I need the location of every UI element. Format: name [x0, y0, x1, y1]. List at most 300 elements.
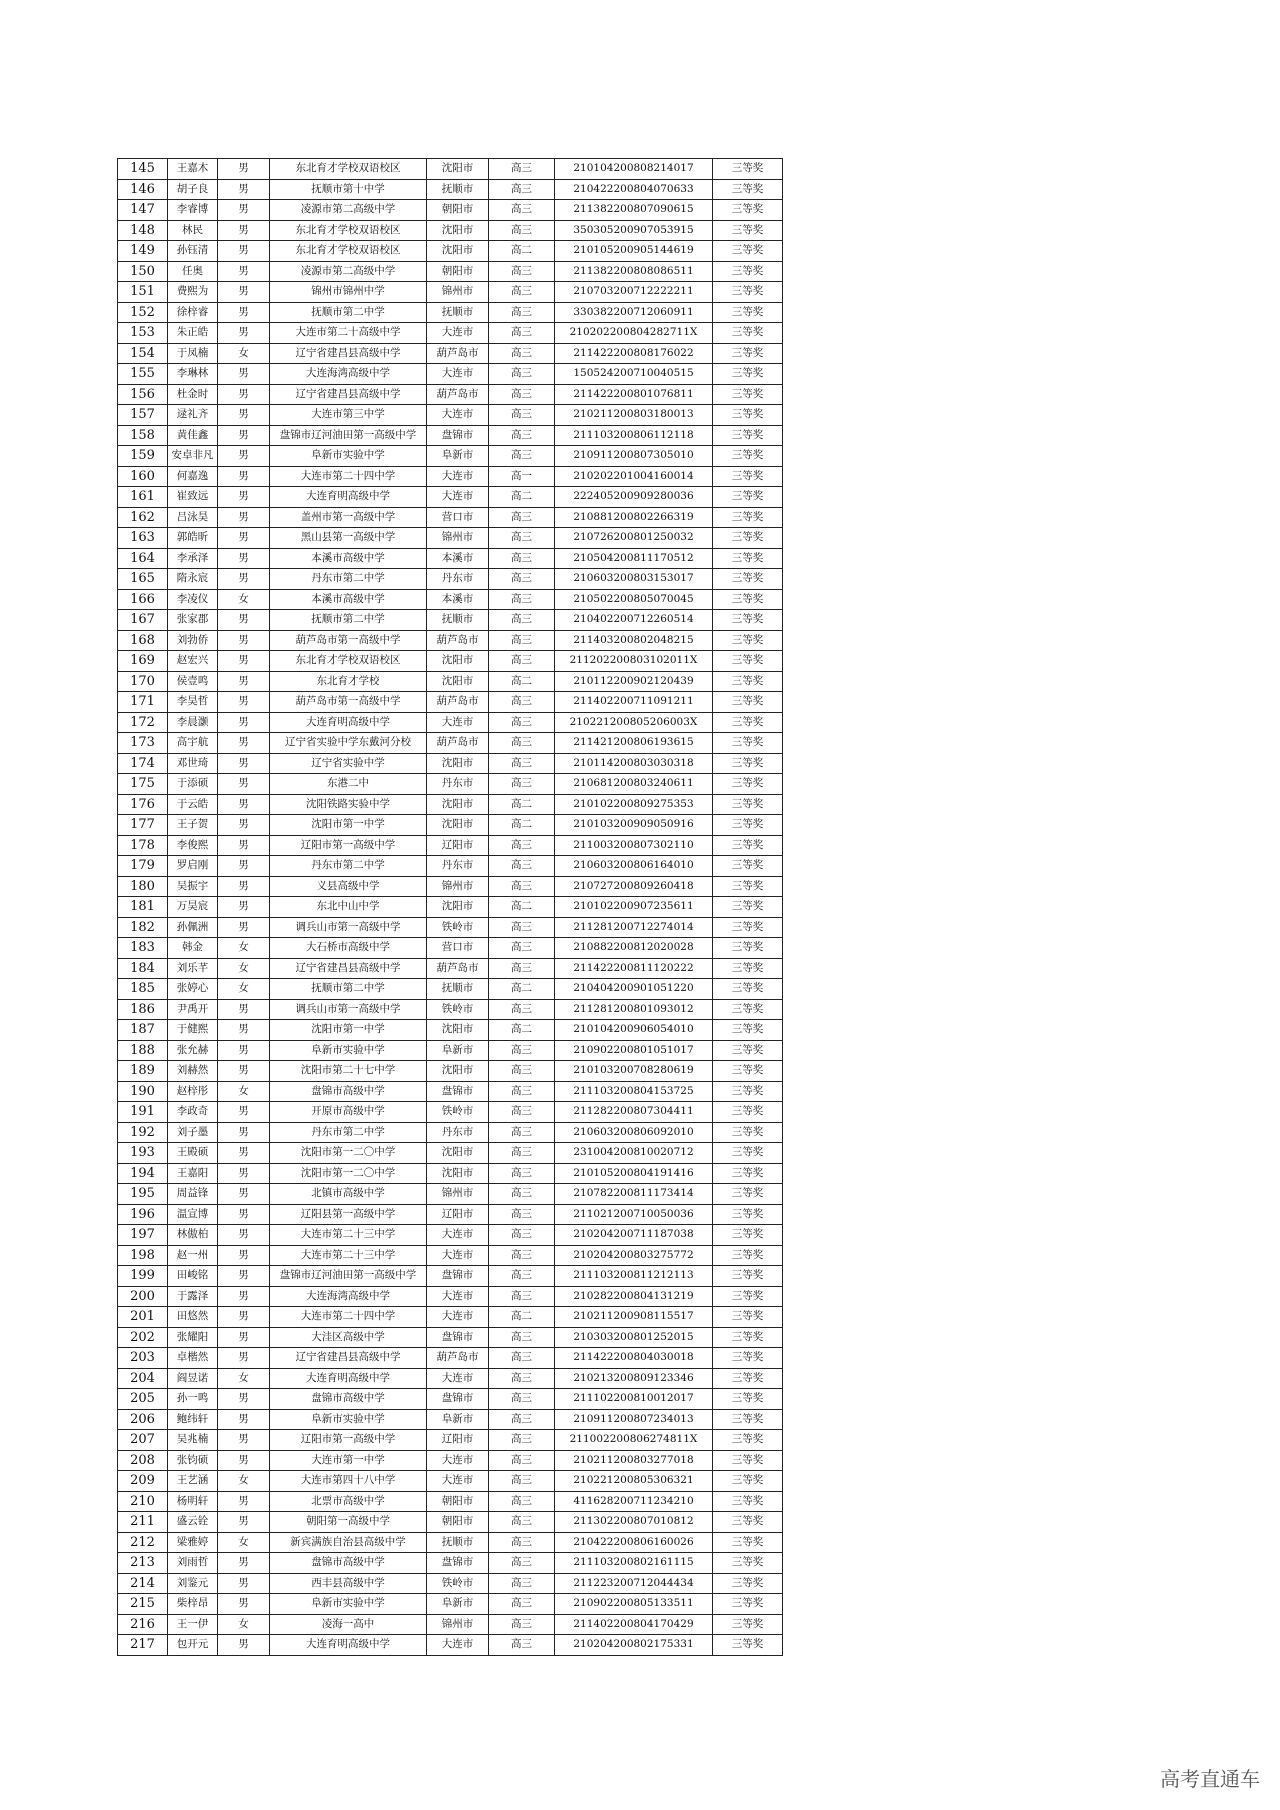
id-number-cell: 210102200809275353 [555, 794, 713, 815]
award-level-cell: 三等奖 [713, 1512, 783, 1533]
award-level-cell: 三等奖 [713, 1184, 783, 1205]
row-number-cell: 148 [118, 220, 168, 241]
award-level-cell: 三等奖 [713, 384, 783, 405]
student-name-cell: 张家郡 [168, 610, 218, 631]
grade-cell: 高三 [489, 1594, 555, 1615]
student-name-cell: 李承泽 [168, 548, 218, 569]
award-level-cell: 三等奖 [713, 1286, 783, 1307]
school-name-cell: 大连育明高级中学 [270, 712, 427, 733]
school-name-cell: 盘锦市辽河油田第一高级中学 [270, 425, 427, 446]
row-number-cell: 162 [118, 507, 168, 528]
city-cell: 沈阳市 [427, 651, 489, 672]
table-row [118, 343, 783, 364]
gender-cell: 男 [218, 1266, 270, 1287]
row-number-cell: 207 [118, 1430, 168, 1451]
city-cell: 沈阳市 [427, 794, 489, 815]
school-name-cell: 阜新市实验中学 [270, 1594, 427, 1615]
id-number-cell: 210404200901051220 [555, 979, 713, 1000]
id-number-cell: 150524200710040515 [555, 364, 713, 385]
city-cell: 抚顺市 [427, 179, 489, 200]
award-level-cell: 三等奖 [713, 1102, 783, 1123]
school-name-cell: 锦州市锦州中学 [270, 282, 427, 303]
school-name-cell: 大连育明高级中学 [270, 487, 427, 508]
student-name-cell: 刘乐芊 [168, 958, 218, 979]
student-name-cell: 崔致远 [168, 487, 218, 508]
award-level-cell: 三等奖 [713, 1040, 783, 1061]
id-number-cell: 210202201004160014 [555, 466, 713, 487]
table-row [118, 1409, 783, 1430]
grade-cell: 高三 [489, 1245, 555, 1266]
table-row [118, 446, 783, 467]
gender-cell: 男 [218, 671, 270, 692]
gender-cell: 男 [218, 364, 270, 385]
school-name-cell: 辽阳市第一高级中学 [270, 835, 427, 856]
table-row [118, 220, 783, 241]
grade-cell: 高三 [489, 1266, 555, 1287]
row-number-cell: 151 [118, 282, 168, 303]
grade-cell: 高二 [489, 671, 555, 692]
id-number-cell: 210213200809123346 [555, 1368, 713, 1389]
award-level-cell: 三等奖 [713, 1635, 783, 1656]
student-name-cell: 林民 [168, 220, 218, 241]
table-row [118, 630, 783, 651]
table-row [118, 405, 783, 426]
id-number-cell: 210422200804070633 [555, 179, 713, 200]
id-number-cell: 210303200801252015 [555, 1327, 713, 1348]
gender-cell: 男 [218, 446, 270, 467]
award-level-cell: 三等奖 [713, 1409, 783, 1430]
id-number-cell: 211103200806112118 [555, 425, 713, 446]
city-cell: 沈阳市 [427, 1020, 489, 1041]
grade-cell: 高三 [489, 1122, 555, 1143]
id-number-cell: 211382200807090615 [555, 200, 713, 221]
row-number-cell: 152 [118, 302, 168, 323]
grade-cell: 高三 [489, 1102, 555, 1123]
city-cell: 铁岭市 [427, 1573, 489, 1594]
table-row [118, 241, 783, 262]
row-number-cell: 184 [118, 958, 168, 979]
award-level-cell: 三等奖 [713, 1061, 783, 1082]
id-number-cell: 210105200804191416 [555, 1163, 713, 1184]
city-cell: 阜新市 [427, 1040, 489, 1061]
award-level-cell: 三等奖 [713, 1614, 783, 1635]
id-number-cell: 210402200712260514 [555, 610, 713, 631]
grade-cell: 高三 [489, 1614, 555, 1635]
row-number-cell: 172 [118, 712, 168, 733]
city-cell: 本溪市 [427, 548, 489, 569]
school-name-cell: 辽宁省实验中学东戴河分校 [270, 733, 427, 754]
city-cell: 大连市 [427, 323, 489, 344]
grade-cell: 高一 [489, 466, 555, 487]
table-row [118, 856, 783, 877]
city-cell: 大连市 [427, 405, 489, 426]
award-level-cell: 三等奖 [713, 1491, 783, 1512]
id-number-cell: 211422200811120222 [555, 958, 713, 979]
row-number-cell: 181 [118, 897, 168, 918]
id-number-cell: 211281200801093012 [555, 999, 713, 1020]
award-level-cell: 三等奖 [713, 876, 783, 897]
city-cell: 大连市 [427, 1635, 489, 1656]
city-cell: 本溪市 [427, 589, 489, 610]
row-number-cell: 158 [118, 425, 168, 446]
award-level-cell: 三等奖 [713, 1266, 783, 1287]
id-number-cell: 211003200807302110 [555, 835, 713, 856]
city-cell: 大连市 [427, 1286, 489, 1307]
student-name-cell: 张允赫 [168, 1040, 218, 1061]
award-level-cell: 三等奖 [713, 343, 783, 364]
student-name-cell: 孙佩洲 [168, 917, 218, 938]
id-number-cell: 411628200711234210 [555, 1491, 713, 1512]
id-number-cell: 210504200811170512 [555, 548, 713, 569]
city-cell: 葫芦岛市 [427, 733, 489, 754]
school-name-cell: 凌海一高中 [270, 1614, 427, 1635]
id-number-cell: 210603200806164010 [555, 856, 713, 877]
city-cell: 大连市 [427, 712, 489, 733]
student-name-cell: 林傲柏 [168, 1225, 218, 1246]
school-name-cell: 盖州市第一高级中学 [270, 507, 427, 528]
grade-cell: 高三 [489, 1450, 555, 1471]
award-level-cell: 三等奖 [713, 692, 783, 713]
school-name-cell: 调兵山市第一高级中学 [270, 999, 427, 1020]
city-cell: 葫芦岛市 [427, 630, 489, 651]
gender-cell: 男 [218, 1286, 270, 1307]
table-row [118, 815, 783, 836]
student-name-cell: 于露泽 [168, 1286, 218, 1307]
row-number-cell: 150 [118, 261, 168, 282]
table-row [118, 1635, 783, 1656]
row-number-cell: 145 [118, 159, 168, 180]
row-number-cell: 217 [118, 1635, 168, 1656]
table-row [118, 425, 783, 446]
student-name-cell: 吕泳昊 [168, 507, 218, 528]
gender-cell: 男 [218, 1409, 270, 1430]
table-row [118, 179, 783, 200]
school-name-cell: 朝阳第一高级中学 [270, 1512, 427, 1533]
award-level-cell: 三等奖 [713, 528, 783, 549]
gender-cell: 女 [218, 1368, 270, 1389]
table-row [118, 733, 783, 754]
city-cell: 朝阳市 [427, 261, 489, 282]
student-name-cell: 王嘉木 [168, 159, 218, 180]
row-number-cell: 215 [118, 1594, 168, 1615]
table-row [118, 979, 783, 1000]
city-cell: 朝阳市 [427, 1512, 489, 1533]
school-name-cell: 大连市第二十三中学 [270, 1225, 427, 1246]
gender-cell: 男 [218, 692, 270, 713]
city-cell: 盘锦市 [427, 1266, 489, 1287]
row-number-cell: 164 [118, 548, 168, 569]
school-name-cell: 大洼区高级中学 [270, 1327, 427, 1348]
student-name-cell: 任奥 [168, 261, 218, 282]
city-cell: 盘锦市 [427, 1327, 489, 1348]
student-name-cell: 吴兆楠 [168, 1430, 218, 1451]
school-name-cell: 盘锦市高级中学 [270, 1553, 427, 1574]
gender-cell: 男 [218, 1204, 270, 1225]
city-cell: 阜新市 [427, 1409, 489, 1430]
table-row [118, 938, 783, 959]
award-level-cell: 三等奖 [713, 241, 783, 262]
row-number-cell: 199 [118, 1266, 168, 1287]
table-row [118, 569, 783, 590]
table-row [118, 1286, 783, 1307]
row-number-cell: 208 [118, 1450, 168, 1471]
school-name-cell: 抚顺市第二中学 [270, 610, 427, 631]
table-row [118, 1184, 783, 1205]
gender-cell: 男 [218, 405, 270, 426]
row-number-cell: 170 [118, 671, 168, 692]
table-row [118, 1491, 783, 1512]
city-cell: 丹东市 [427, 1122, 489, 1143]
student-name-cell: 温宣博 [168, 1204, 218, 1225]
award-list-table [117, 158, 783, 1656]
row-number-cell: 210 [118, 1491, 168, 1512]
id-number-cell: 350305200907053915 [555, 220, 713, 241]
grade-cell: 高三 [489, 630, 555, 651]
gender-cell: 男 [218, 302, 270, 323]
id-number-cell: 211422200801076811 [555, 384, 713, 405]
award-level-cell: 三等奖 [713, 1020, 783, 1041]
table-row [118, 958, 783, 979]
award-level-cell: 三等奖 [713, 815, 783, 836]
grade-cell: 高三 [489, 856, 555, 877]
student-name-cell: 王子贺 [168, 815, 218, 836]
award-level-cell: 三等奖 [713, 1430, 783, 1451]
gender-cell: 男 [218, 507, 270, 528]
city-cell: 大连市 [427, 1307, 489, 1328]
row-number-cell: 168 [118, 630, 168, 651]
row-number-cell: 149 [118, 241, 168, 262]
student-name-cell: 于添硕 [168, 774, 218, 795]
city-cell: 葫芦岛市 [427, 958, 489, 979]
gender-cell: 男 [218, 159, 270, 180]
table-row [118, 712, 783, 733]
student-name-cell: 黄佳鑫 [168, 425, 218, 446]
grade-cell: 高三 [489, 548, 555, 569]
grade-cell: 高三 [489, 733, 555, 754]
grade-cell: 高二 [489, 241, 555, 262]
award-level-cell: 三等奖 [713, 753, 783, 774]
table-row [118, 651, 783, 672]
table-row [118, 1389, 783, 1410]
grade-cell: 高三 [489, 261, 555, 282]
table-row [118, 1245, 783, 1266]
student-name-cell: 刘勃侨 [168, 630, 218, 651]
row-number-cell: 157 [118, 405, 168, 426]
award-level-cell: 三等奖 [713, 487, 783, 508]
school-name-cell: 东北育才学校双语校区 [270, 159, 427, 180]
city-cell: 抚顺市 [427, 979, 489, 1000]
city-cell: 丹东市 [427, 774, 489, 795]
table-row [118, 1020, 783, 1041]
school-name-cell: 沈阳市第一二〇中学 [270, 1143, 427, 1164]
grade-cell: 高三 [489, 774, 555, 795]
award-level-cell: 三等奖 [713, 220, 783, 241]
table-row [118, 302, 783, 323]
award-level-cell: 三等奖 [713, 1553, 783, 1574]
grade-cell: 高三 [489, 1573, 555, 1594]
row-number-cell: 212 [118, 1532, 168, 1553]
grade-cell: 高二 [489, 815, 555, 836]
student-name-cell: 周益锋 [168, 1184, 218, 1205]
school-name-cell: 北镇市高级中学 [270, 1184, 427, 1205]
row-number-cell: 175 [118, 774, 168, 795]
award-level-cell: 三等奖 [713, 917, 783, 938]
grade-cell: 高三 [489, 200, 555, 221]
award-level-cell: 三等奖 [713, 630, 783, 651]
student-name-cell: 张耀阳 [168, 1327, 218, 1348]
row-number-cell: 213 [118, 1553, 168, 1574]
table-row [118, 548, 783, 569]
gender-cell: 女 [218, 589, 270, 610]
table-row [118, 1266, 783, 1287]
city-cell: 大连市 [427, 1471, 489, 1492]
city-cell: 盘锦市 [427, 1389, 489, 1410]
grade-cell: 高三 [489, 179, 555, 200]
table-body [118, 159, 783, 1656]
grade-cell: 高三 [489, 1081, 555, 1102]
city-cell: 锦州市 [427, 1614, 489, 1635]
id-number-cell: 211402200711091211 [555, 692, 713, 713]
id-number-cell: 211421200806193615 [555, 733, 713, 754]
table-row [118, 671, 783, 692]
student-name-cell: 尹禹开 [168, 999, 218, 1020]
table-row [118, 1225, 783, 1246]
school-name-cell: 盘锦市高级中学 [270, 1389, 427, 1410]
award-level-cell: 三等奖 [713, 159, 783, 180]
gender-cell: 男 [218, 630, 270, 651]
row-number-cell: 146 [118, 179, 168, 200]
id-number-cell: 210202200804282711X [555, 323, 713, 344]
id-number-cell: 210422200806160026 [555, 1532, 713, 1553]
city-cell: 辽阳市 [427, 1204, 489, 1225]
award-level-cell: 三等奖 [713, 1471, 783, 1492]
id-number-cell: 211202200803102011X [555, 651, 713, 672]
city-cell: 沈阳市 [427, 241, 489, 262]
gender-cell: 男 [218, 1143, 270, 1164]
table-row [118, 1471, 783, 1492]
id-number-cell: 211223200712044434 [555, 1573, 713, 1594]
city-cell: 大连市 [427, 364, 489, 385]
student-name-cell: 李昊哲 [168, 692, 218, 713]
school-name-cell: 凌源市第二高级中学 [270, 261, 427, 282]
row-number-cell: 196 [118, 1204, 168, 1225]
grade-cell: 高三 [489, 999, 555, 1020]
city-cell: 葫芦岛市 [427, 384, 489, 405]
award-level-cell: 三等奖 [713, 1368, 783, 1389]
school-name-cell: 辽宁省实验中学 [270, 753, 427, 774]
grade-cell: 高二 [489, 487, 555, 508]
grade-cell: 高三 [489, 1430, 555, 1451]
id-number-cell: 210211200908115517 [555, 1307, 713, 1328]
grade-cell: 高三 [489, 1368, 555, 1389]
student-name-cell: 赵宏兴 [168, 651, 218, 672]
school-name-cell: 大连育明高级中学 [270, 1368, 427, 1389]
gender-cell: 男 [218, 528, 270, 549]
gender-cell: 男 [218, 179, 270, 200]
gender-cell: 女 [218, 1532, 270, 1553]
gender-cell: 男 [218, 323, 270, 344]
grade-cell: 高二 [489, 1307, 555, 1328]
grade-cell: 高三 [489, 610, 555, 631]
id-number-cell: 231004200810020712 [555, 1143, 713, 1164]
id-number-cell: 210911200807305010 [555, 446, 713, 467]
gender-cell: 男 [218, 200, 270, 221]
award-level-cell: 三等奖 [713, 774, 783, 795]
school-name-cell: 葫芦岛市第一高级中学 [270, 692, 427, 713]
row-number-cell: 185 [118, 979, 168, 1000]
gender-cell: 男 [218, 733, 270, 754]
watermark-text: 高考直通车 [1160, 1767, 1260, 1791]
award-level-cell: 三等奖 [713, 979, 783, 1000]
grade-cell: 高三 [489, 220, 555, 241]
row-number-cell: 190 [118, 1081, 168, 1102]
grade-cell: 高三 [489, 1409, 555, 1430]
school-name-cell: 东北育才学校双语校区 [270, 220, 427, 241]
gender-cell: 男 [218, 712, 270, 733]
gender-cell: 男 [218, 487, 270, 508]
table-row [118, 1204, 783, 1225]
school-name-cell: 大连海湾高级中学 [270, 1286, 427, 1307]
student-name-cell: 柴梓昂 [168, 1594, 218, 1615]
id-number-cell: 210103200909050916 [555, 815, 713, 836]
gender-cell: 女 [218, 979, 270, 1000]
row-number-cell: 154 [118, 343, 168, 364]
award-level-cell: 三等奖 [713, 938, 783, 959]
row-number-cell: 159 [118, 446, 168, 467]
table-row [118, 1040, 783, 1061]
gender-cell: 男 [218, 1184, 270, 1205]
school-name-cell: 大连海湾高级中学 [270, 364, 427, 385]
award-level-cell: 三等奖 [713, 1245, 783, 1266]
id-number-cell: 211002200806274811X [555, 1430, 713, 1451]
table-row [118, 466, 783, 487]
row-number-cell: 204 [118, 1368, 168, 1389]
table-row [118, 200, 783, 221]
student-name-cell: 李晨灏 [168, 712, 218, 733]
table-row [118, 835, 783, 856]
award-level-cell: 三等奖 [713, 446, 783, 467]
gender-cell: 女 [218, 1471, 270, 1492]
table-row [118, 999, 783, 1020]
table-row [118, 1553, 783, 1574]
award-level-cell: 三等奖 [713, 261, 783, 282]
table-row [118, 364, 783, 385]
school-name-cell: 辽阳县第一高级中学 [270, 1204, 427, 1225]
student-name-cell: 高宇航 [168, 733, 218, 754]
gender-cell: 男 [218, 1635, 270, 1656]
school-name-cell: 葫芦岛市第一高级中学 [270, 630, 427, 651]
row-number-cell: 203 [118, 1348, 168, 1369]
row-number-cell: 201 [118, 1307, 168, 1328]
gender-cell: 男 [218, 1225, 270, 1246]
row-number-cell: 156 [118, 384, 168, 405]
grade-cell: 高三 [489, 876, 555, 897]
student-name-cell: 胡子良 [168, 179, 218, 200]
gender-cell: 男 [218, 774, 270, 795]
city-cell: 锦州市 [427, 282, 489, 303]
grade-cell: 高三 [489, 1532, 555, 1553]
student-name-cell: 赵梓彤 [168, 1081, 218, 1102]
table-row [118, 1102, 783, 1123]
row-number-cell: 189 [118, 1061, 168, 1082]
student-name-cell: 李琳林 [168, 364, 218, 385]
school-name-cell: 辽宁省建昌县高级中学 [270, 1348, 427, 1369]
grade-cell: 高二 [489, 979, 555, 1000]
student-name-cell: 李俊熙 [168, 835, 218, 856]
award-level-cell: 三等奖 [713, 282, 783, 303]
gender-cell: 男 [218, 1102, 270, 1123]
city-cell: 锦州市 [427, 876, 489, 897]
